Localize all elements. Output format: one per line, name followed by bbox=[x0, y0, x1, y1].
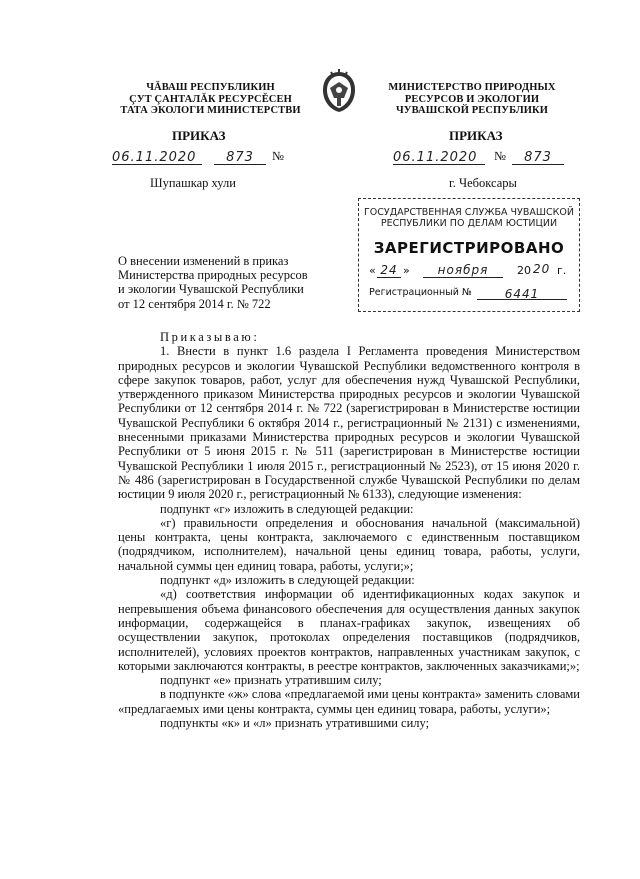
paragraph-7: в подпункте «ж» слова «предлагаемой ими цены контракта» заменить словами «предлагаемых ими цены контракта, суммы цен единиц товара, работы, услуги»; bbox=[118, 687, 580, 716]
stamp-year-handwritten: 20 bbox=[533, 262, 551, 276]
right-number-field bbox=[512, 148, 564, 165]
paragraph-1: 1. Внести в пункт 1.6 раздела I Регламента проведения Министерством природных ресурсов и экологии Чувашской Республики ведомственного контроля в сфере закупок товаров, работ, услуг для обеспечения нужд Чувашской Республики, утвержденного приказом Министерства природных ресурсов и экологии Чувашской Республики от 12 сентября 2014 г. № 722 (зарегистрирован в Министерстве юстиции Чувашской Республики 6 октября 2014 г., регистрационный № 2131) с изменениями, внесенными приказами Министерства природных ресурсов и экологии Чувашской Республики от 5 июня 2015 г. № 511 (зарегистрирован в Министерстве юстиции Чувашской Республики 1 июля 2015 г., регистрационный № 2523), от 15 июня 2020 г. № 486 (зарегистрирован в Государственной службе Чувашской Республики по делам юстиции 9 июля 2020 г., регистрационный № 6133), следующие изменения: bbox=[118, 344, 580, 502]
stamp-day-open-quote: « bbox=[369, 264, 376, 277]
stamp-year-unit: г. bbox=[557, 264, 567, 277]
stamp-year-prefix: 20 bbox=[517, 264, 531, 277]
stamp-line-1: ГОСУДАРСТВЕННАЯ СЛУЖБА ЧУВАШСКОЙ bbox=[364, 207, 574, 218]
left-city: Шупашкар хули bbox=[150, 176, 236, 190]
stamp-reg-number-handwritten: 6441 bbox=[504, 287, 540, 301]
subject-line-2: Министерства природных ресурсов bbox=[118, 268, 308, 283]
header-left-block bbox=[108, 82, 313, 117]
paragraph-6: подпункт «е» признать утратившим силу; bbox=[160, 673, 382, 688]
order-body bbox=[118, 330, 580, 730]
right-number-handwritten: 873 bbox=[524, 150, 552, 165]
left-number-field bbox=[214, 148, 266, 165]
stamp-day-close-quote: » bbox=[403, 264, 410, 277]
subject-line-3: и экологии Чувашской Республики bbox=[118, 282, 304, 297]
subject-line-1: О внесении изменений в приказ bbox=[118, 254, 289, 268]
stamp-status: ЗАРЕГИСТРИРОВАНО bbox=[373, 239, 565, 257]
left-number-handwritten: 873 bbox=[226, 150, 254, 165]
paragraph-2: подпункт «г» изложить в следующей редакции: bbox=[160, 501, 414, 516]
left-date-handwritten: 06.11.2020 bbox=[112, 150, 197, 165]
order-subject bbox=[118, 254, 358, 311]
stamp-date-row bbox=[369, 263, 573, 279]
right-date-handwritten: 06.11.2020 bbox=[393, 150, 478, 165]
stamp-reg-number-field bbox=[477, 283, 567, 300]
right-date-field bbox=[393, 148, 485, 165]
order-title-left: ПРИКАЗ bbox=[172, 128, 226, 143]
header-left-line-2: ÇУТ ÇАНТАЛĂК РЕСУРСĔСЕН bbox=[129, 93, 292, 105]
header-left-line-1: ЧĂВАШ РЕСПУБЛИКИН bbox=[146, 82, 275, 93]
header-right-line-1: МИНИСТЕРСТВО ПРИРОДНЫХ bbox=[388, 82, 556, 93]
stamp-day-handwritten: 24 bbox=[377, 263, 401, 278]
paragraph-3: «г) правильности определения и обоснования начальной (максимальной) цены контракта, цены контракта, заключаемого с единственным поставщиком (подрядчиком, исполнителем), начальной цены единиц товара, работы, услуги, начальной суммы цен единиц товара, работы, услуги;»; bbox=[118, 515, 580, 573]
order-title-right: ПРИКАЗ bbox=[449, 128, 503, 143]
stamp-reg-label: Регистрационный № bbox=[369, 287, 472, 298]
paragraph-5: «д) соответствия информации об идентификационных кодах закупок и непревышения объема финансового обеспечения для осуществления данных закупок информации, содержащейся в планах-графиках закупок, извещениях об осуществлении закупок, протоколах определения поставщиков (подрядчиков, исполнителей), условиях проектов контрактов, направленных участникам закупок, с которыми заключаются контракты, в реестре контрактов, заключенных заказчиками;»; bbox=[118, 587, 580, 673]
left-date-field bbox=[112, 148, 202, 165]
paragraph-8: подпункты «к» и «л» признать утратившими силу; bbox=[160, 716, 430, 731]
stamp-line-2: РЕСПУБЛИКИ ПО ДЕЛАМ ЮСТИЦИИ bbox=[380, 218, 558, 229]
order-word: Приказываю: bbox=[160, 330, 260, 344]
coat-of-arms-emblem-icon bbox=[317, 68, 361, 116]
paragraph-4: подпункт «д» изложить в следующей редакции: bbox=[160, 573, 415, 588]
stamp-month-handwritten: ноября bbox=[423, 263, 503, 278]
subject-line-4: от 12 сентября 2014 г. № 722 bbox=[118, 296, 271, 311]
left-number-sign: № bbox=[272, 149, 284, 163]
header-right-block bbox=[362, 82, 582, 117]
right-city: г. Чебоксары bbox=[449, 176, 517, 190]
registration-stamp bbox=[358, 198, 580, 312]
header-right-line-3: ЧУВАШСКОЙ РЕСПУБЛИКИ bbox=[395, 105, 549, 116]
right-number-sign: № bbox=[494, 149, 506, 163]
header-right-line-2: РЕСУРСОВ И ЭКОЛОГИИ bbox=[404, 93, 540, 105]
header-left-line-3: ТАТА ЭКОЛОГИ МИНИСТЕРСТВИ bbox=[120, 105, 301, 116]
